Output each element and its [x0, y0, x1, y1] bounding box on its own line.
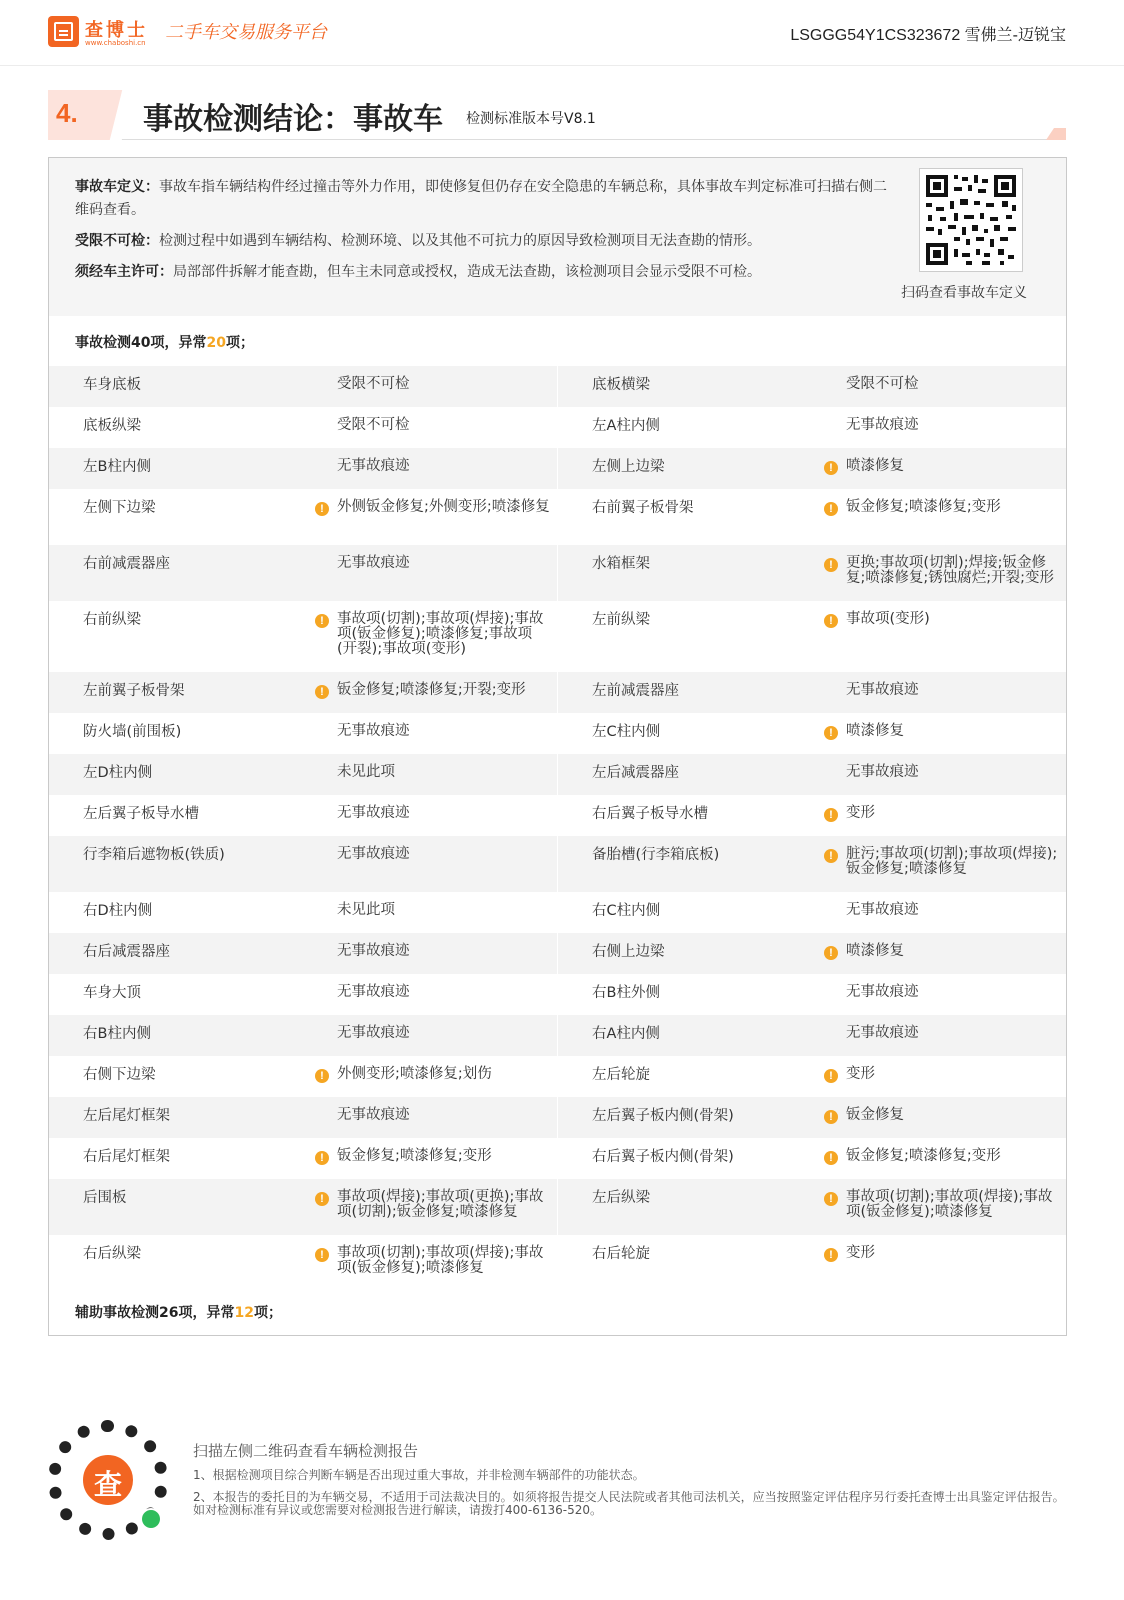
definitions-box: [49, 158, 1066, 316]
inspection-item-value: [303, 1067, 557, 1097]
table-row: [49, 974, 1066, 1015]
inspection-value-text: 受限不可检: [337, 376, 410, 392]
table-row: [49, 1235, 1066, 1291]
inspection-value-text: 喷漆修复: [846, 943, 904, 959]
table-cell-pair: [558, 489, 1066, 545]
warning-icon: !: [824, 726, 838, 740]
inspection-value-text: 外侧钣金修复;外侧变形;喷漆修复: [337, 499, 550, 515]
inspection-item-name: 左后尾灯框架: [83, 1108, 170, 1124]
inspection-item-value: [303, 1246, 557, 1291]
brand-logo-icon: [48, 16, 79, 47]
inspection-value-text: 无事故痕迹: [337, 805, 410, 821]
definition-owner-permission: 须经车主许可：局部部件拆解才能查勘，但车主未同意或授权，造成无法查勘，该检测项目会显示受限不可检。: [75, 264, 761, 280]
inspection-item-name: 左B柱内侧: [83, 459, 151, 475]
table-row: [49, 448, 1066, 489]
inspection-item-name: 右B柱内侧: [83, 1026, 151, 1042]
inspection-value-text: 钣金修复;喷漆修复;变形: [846, 499, 1001, 515]
inspection-item-name: 右后减震器座: [83, 944, 170, 960]
standard-version: 检测标准版本号V8.1: [466, 111, 596, 127]
inspection-value-text: 无事故痕迹: [337, 723, 410, 739]
inspection-item-name: 右后翼子板导水槽: [592, 806, 708, 822]
table-cell-pair: [49, 489, 557, 545]
inspection-item-name: 右侧下边梁: [83, 1067, 156, 1083]
inspection-item-name: 左A柱内侧: [592, 418, 660, 434]
table-cell-pair: [558, 836, 1066, 892]
warning-icon: !: [824, 1192, 838, 1206]
inspection-item-value: [303, 806, 557, 836]
inspection-item-value: [303, 847, 557, 892]
qr-code-icon[interactable]: [919, 168, 1023, 272]
inspection-value-text: 更换;事故项(切割);焊接;钣金修复;喷漆修复;锈蚀腐烂;开裂;变形: [846, 555, 1055, 586]
inspection-item-name: 左侧上边梁: [592, 459, 665, 475]
warning-icon: !: [315, 1248, 329, 1262]
table-row: [49, 601, 1066, 672]
inspection-item-value: [303, 612, 557, 672]
inspection-item-value: [812, 944, 1066, 974]
section-title: 事故检测结论：事故车: [143, 102, 443, 137]
inspection-value-text: 脏污;事故项(切割);事故项(焊接);钣金修复;喷漆修复: [846, 846, 1058, 877]
inspection-item-value: [812, 847, 1066, 892]
warning-icon: !: [315, 1151, 329, 1165]
inspection-item-value: [812, 1149, 1066, 1179]
inspection-value-text: 无事故痕迹: [337, 846, 410, 862]
inspection-item-name: 左后翼子板内侧(骨架): [592, 1108, 734, 1124]
brand-name: 查博士: [85, 20, 148, 41]
inspection-item-value: [303, 1190, 557, 1235]
inspection-item-value: [812, 683, 1066, 713]
warning-icon: !: [824, 1110, 838, 1124]
inspection-item-value: [812, 903, 1066, 933]
table-cell-pair: [558, 713, 1066, 754]
inspection-value-text: 无事故痕迹: [846, 984, 919, 1000]
inspection-item-name: 右前纵梁: [83, 612, 141, 628]
inspection-value-text: 变形: [846, 805, 875, 821]
warning-icon: !: [315, 614, 329, 628]
inspection-value-text: 未见此项: [337, 764, 395, 780]
table-row: [49, 1138, 1066, 1179]
warning-icon: !: [315, 1192, 329, 1206]
inspection-value-text: 钣金修复;喷漆修复;变形: [846, 1148, 1001, 1164]
inspection-value-text: 外侧变形;喷漆修复;划伤: [337, 1066, 492, 1082]
inspection-item-value: [812, 1026, 1066, 1056]
table-cell-pair: [49, 1097, 557, 1138]
table-cell-pair: [49, 1138, 557, 1179]
table-cell-pair: [558, 1138, 1066, 1179]
warning-icon: !: [315, 1069, 329, 1083]
inspection-value-text: 受限不可检: [846, 376, 919, 392]
warning-icon: !: [824, 808, 838, 822]
warning-icon: !: [824, 502, 838, 516]
table-row: [49, 489, 1066, 545]
table-cell-pair: [558, 448, 1066, 489]
inspection-item-name: 右后尾灯框架: [83, 1149, 170, 1165]
inspection-item-value: [303, 683, 557, 713]
table-row: [49, 366, 1066, 407]
qr-caption: 扫码查看事故车定义: [901, 285, 1027, 301]
vin-model: LSGGG54Y1CS323672 雪佛兰-迈锐宝: [790, 27, 1066, 44]
section-title-bar: [48, 90, 1066, 140]
inspection-item-value: [303, 556, 557, 601]
table-cell-pair: [558, 601, 1066, 672]
wechat-icon: [140, 1508, 162, 1530]
aux-check-summary: 辅助事故检测26项，异常12项；: [75, 1305, 282, 1321]
table-cell-pair: [558, 1235, 1066, 1291]
inspection-item-name: 左后纵梁: [592, 1190, 650, 1206]
inspection-table: [49, 366, 1066, 1291]
warning-icon: !: [824, 946, 838, 960]
inspection-item-value: [303, 944, 557, 974]
inspection-item-value: [812, 418, 1066, 448]
inspection-item-value: [303, 459, 557, 489]
warning-icon: !: [824, 1069, 838, 1083]
section-corner-decoration: [1046, 128, 1066, 140]
warning-icon: !: [824, 1248, 838, 1262]
table-cell-pair: [49, 795, 557, 836]
inspection-item-name: 车身底板: [83, 377, 141, 393]
footer-heading: 扫描左侧二维码查看车辆检测报告: [193, 1442, 419, 1460]
table-cell-pair: [558, 974, 1066, 1015]
inspection-item-value: [303, 985, 557, 1015]
accident-result-panel: [48, 157, 1067, 1336]
inspection-item-value: [812, 724, 1066, 754]
table-cell-pair: [49, 601, 557, 672]
inspection-item-value: [812, 985, 1066, 1015]
table-cell-pair: [558, 1056, 1066, 1097]
table-cell-pair: [558, 407, 1066, 448]
table-row: [49, 407, 1066, 448]
table-cell-pair: [558, 795, 1066, 836]
inspection-value-text: 喷漆修复: [846, 458, 904, 474]
table-cell-pair: [558, 545, 1066, 601]
report-qr-code[interactable]: [48, 1420, 168, 1540]
inspection-item-value: [812, 1108, 1066, 1138]
inspection-item-name: 左后翼子板导水槽: [83, 806, 199, 822]
brand-url: www.chaboshi.cn: [85, 39, 146, 47]
table-row: [49, 933, 1066, 974]
table-row: [49, 713, 1066, 754]
warning-icon: !: [315, 685, 329, 699]
table-cell-pair: [558, 366, 1066, 407]
inspection-value-text: 无事故痕迹: [337, 984, 410, 1000]
inspection-value-text: 受限不可检: [337, 417, 410, 433]
inspection-item-name: 右后轮旋: [592, 1246, 650, 1262]
inspection-item-name: 右后纵梁: [83, 1246, 141, 1262]
inspection-value-text: 事故项(变形): [846, 611, 930, 627]
inspection-value-text: 无事故痕迹: [337, 943, 410, 959]
table-cell-pair: [558, 1179, 1066, 1235]
inspection-item-value: [303, 418, 557, 448]
inspection-value-text: 无事故痕迹: [337, 458, 410, 474]
inspection-item-value: [303, 724, 557, 754]
table-row: [49, 1097, 1066, 1138]
inspection-value-text: 无事故痕迹: [337, 1107, 410, 1123]
table-cell-pair: [49, 448, 557, 489]
inspection-item-value: [812, 500, 1066, 545]
inspection-item-value: [812, 1190, 1066, 1235]
table-cell-pair: [49, 836, 557, 892]
inspection-item-value: [303, 903, 557, 933]
inspection-item-name: 水箱框架: [592, 556, 650, 572]
inspection-value-text: 无事故痕迹: [846, 417, 919, 433]
table-cell-pair: [558, 933, 1066, 974]
inspection-item-name: 左后减震器座: [592, 765, 679, 781]
inspection-item-name: 右前翼子板骨架: [592, 500, 694, 516]
inspection-item-value: [303, 377, 557, 407]
inspection-item-name: 右D柱内侧: [83, 903, 153, 919]
inspection-item-name: 左前减震器座: [592, 683, 679, 699]
warning-icon: !: [824, 461, 838, 475]
inspection-item-value: [303, 1149, 557, 1179]
inspection-item-name: 右C柱内侧: [592, 903, 661, 919]
table-cell-pair: [49, 672, 557, 713]
inspection-item-name: 行李箱后遮物板(铁质): [83, 847, 225, 863]
inspection-item-name: 右B柱外侧: [592, 985, 660, 1001]
table-row: [49, 1179, 1066, 1235]
inspection-item-name: 底板横梁: [592, 377, 650, 393]
inspection-value-text: 事故项(焊接);事故项(更换);事故项(切割);钣金修复;喷漆修复: [337, 1189, 544, 1220]
inspection-item-name: 防火墙(前围板): [83, 724, 182, 740]
inspection-item-value: [812, 806, 1066, 836]
table-row: [49, 1056, 1066, 1097]
table-row: [49, 672, 1066, 713]
inspection-value-text: 无事故痕迹: [846, 764, 919, 780]
table-cell-pair: [49, 713, 557, 754]
inspection-value-text: 事故项(切割);事故项(焊接);事故项(钣金修复);喷漆修复: [337, 1245, 544, 1276]
warning-icon: !: [824, 1151, 838, 1165]
table-cell-pair: [49, 974, 557, 1015]
inspection-item-name: 后围板: [83, 1190, 127, 1206]
warning-icon: !: [824, 849, 838, 863]
warning-icon: !: [824, 614, 838, 628]
accident-check-summary: 事故检测40项，异常20项；: [75, 335, 254, 351]
inspection-item-name: 左后轮旋: [592, 1067, 650, 1083]
inspection-item-value: [812, 612, 1066, 672]
inspection-item-value: [812, 459, 1066, 489]
table-cell-pair: [558, 1097, 1066, 1138]
inspection-item-name: 右侧上边梁: [592, 944, 665, 960]
warning-icon: !: [824, 558, 838, 572]
report-header: [0, 0, 1124, 66]
inspection-item-value: [812, 1067, 1066, 1097]
table-row: [49, 892, 1066, 933]
inspection-item-name: 备胎槽(行李箱底板): [592, 847, 720, 863]
table-cell-pair: [49, 407, 557, 448]
table-cell-pair: [49, 545, 557, 601]
table-cell-pair: [49, 892, 557, 933]
warning-icon: !: [315, 502, 329, 516]
inspection-item-name: 左C柱内侧: [592, 724, 661, 740]
inspection-item-value: [303, 500, 557, 545]
section-number: 4.: [56, 98, 78, 128]
table-row: [49, 795, 1066, 836]
inspection-value-text: 喷漆修复: [846, 723, 904, 739]
inspection-value-text: 钣金修复;喷漆修复;变形: [337, 1148, 492, 1164]
table-row: [49, 545, 1066, 601]
inspection-value-text: 事故项(切割);事故项(焊接);事故项(钣金修复);喷漆修复: [846, 1189, 1053, 1220]
brand-slogan: 二手车交易服务平台: [165, 22, 327, 43]
inspection-item-name: 底板纵梁: [83, 418, 141, 434]
table-cell-pair: [49, 1015, 557, 1056]
inspection-item-value: [812, 1246, 1066, 1291]
qr-logo-icon: 查: [80, 1452, 136, 1508]
definition-restricted: 受限不可检：检测过程中如遇到车辆结构、检测环境、以及其他不可抗力的原因导致检测项目无法查勘的情形。: [75, 233, 761, 249]
inspection-item-value: [812, 765, 1066, 795]
inspection-item-name: 左侧下边梁: [83, 500, 156, 516]
table-row: [49, 754, 1066, 795]
table-cell-pair: [558, 1015, 1066, 1056]
table-cell-pair: [49, 933, 557, 974]
inspection-value-text: 钣金修复: [846, 1107, 904, 1123]
definition-accident-car: 事故车定义：事故车指车辆结构件经过撞击等外力作用，即使修复但仍存在安全隐患的车辆总称，具体事故车判定标准可扫描右侧二维码查看。: [75, 179, 887, 218]
inspection-item-name: 右前减震器座: [83, 556, 170, 572]
inspection-value-text: 事故项(切割);事故项(焊接);事故项(钣金修复);喷漆修复;事故项(开裂);事故项(变形): [337, 611, 544, 657]
table-row: [49, 1015, 1066, 1056]
inspection-value-text: 变形: [846, 1245, 875, 1261]
inspection-value-text: 无事故痕迹: [337, 1025, 410, 1041]
inspection-value-text: 变形: [846, 1066, 875, 1082]
table-cell-pair: [49, 1056, 557, 1097]
inspection-item-name: 左前翼子板骨架: [83, 683, 185, 699]
table-cell-pair: [558, 892, 1066, 933]
inspection-item-value: [812, 377, 1066, 407]
footer-note-2: 2、本报告的委托目的为车辆交易，不适用于司法裁决目的。如须将报告提交人民法院或者其他司法机关，应当按照鉴定评估程序另行委托查博士出具鉴定评估报告。如对检测标准有异议或您需要对检测报告进行解读，请拨打400-6136-520。: [193, 1490, 1065, 1517]
table-row: [49, 836, 1066, 892]
inspection-item-name: 右A柱内侧: [592, 1026, 660, 1042]
inspection-value-text: 无事故痕迹: [846, 682, 919, 698]
inspection-item-value: [303, 765, 557, 795]
inspection-item-name: 左前纵梁: [592, 612, 650, 628]
table-cell-pair: [558, 754, 1066, 795]
inspection-item-name: 左D柱内侧: [83, 765, 153, 781]
table-cell-pair: [49, 754, 557, 795]
table-cell-pair: [49, 1235, 557, 1291]
inspection-value-text: 未见此项: [337, 902, 395, 918]
inspection-value-text: 无事故痕迹: [337, 555, 410, 571]
table-cell-pair: [49, 366, 557, 407]
inspection-value-text: 无事故痕迹: [846, 1025, 919, 1041]
inspection-item-value: [812, 556, 1066, 601]
table-cell-pair: [558, 672, 1066, 713]
inspection-item-name: 右后翼子板内侧(骨架): [592, 1149, 734, 1165]
inspection-value-text: 无事故痕迹: [846, 902, 919, 918]
table-cell-pair: [49, 1179, 557, 1235]
inspection-item-value: [303, 1108, 557, 1138]
inspection-value-text: 钣金修复;喷漆修复;开裂;变形: [337, 682, 526, 698]
inspection-item-name: 车身大顶: [83, 985, 141, 1001]
footer-note-1: 1、根据检测项目综合判断车辆是否出现过重大事故，并非检测车辆部件的功能状态。: [193, 1468, 645, 1482]
inspection-item-value: [303, 1026, 557, 1056]
